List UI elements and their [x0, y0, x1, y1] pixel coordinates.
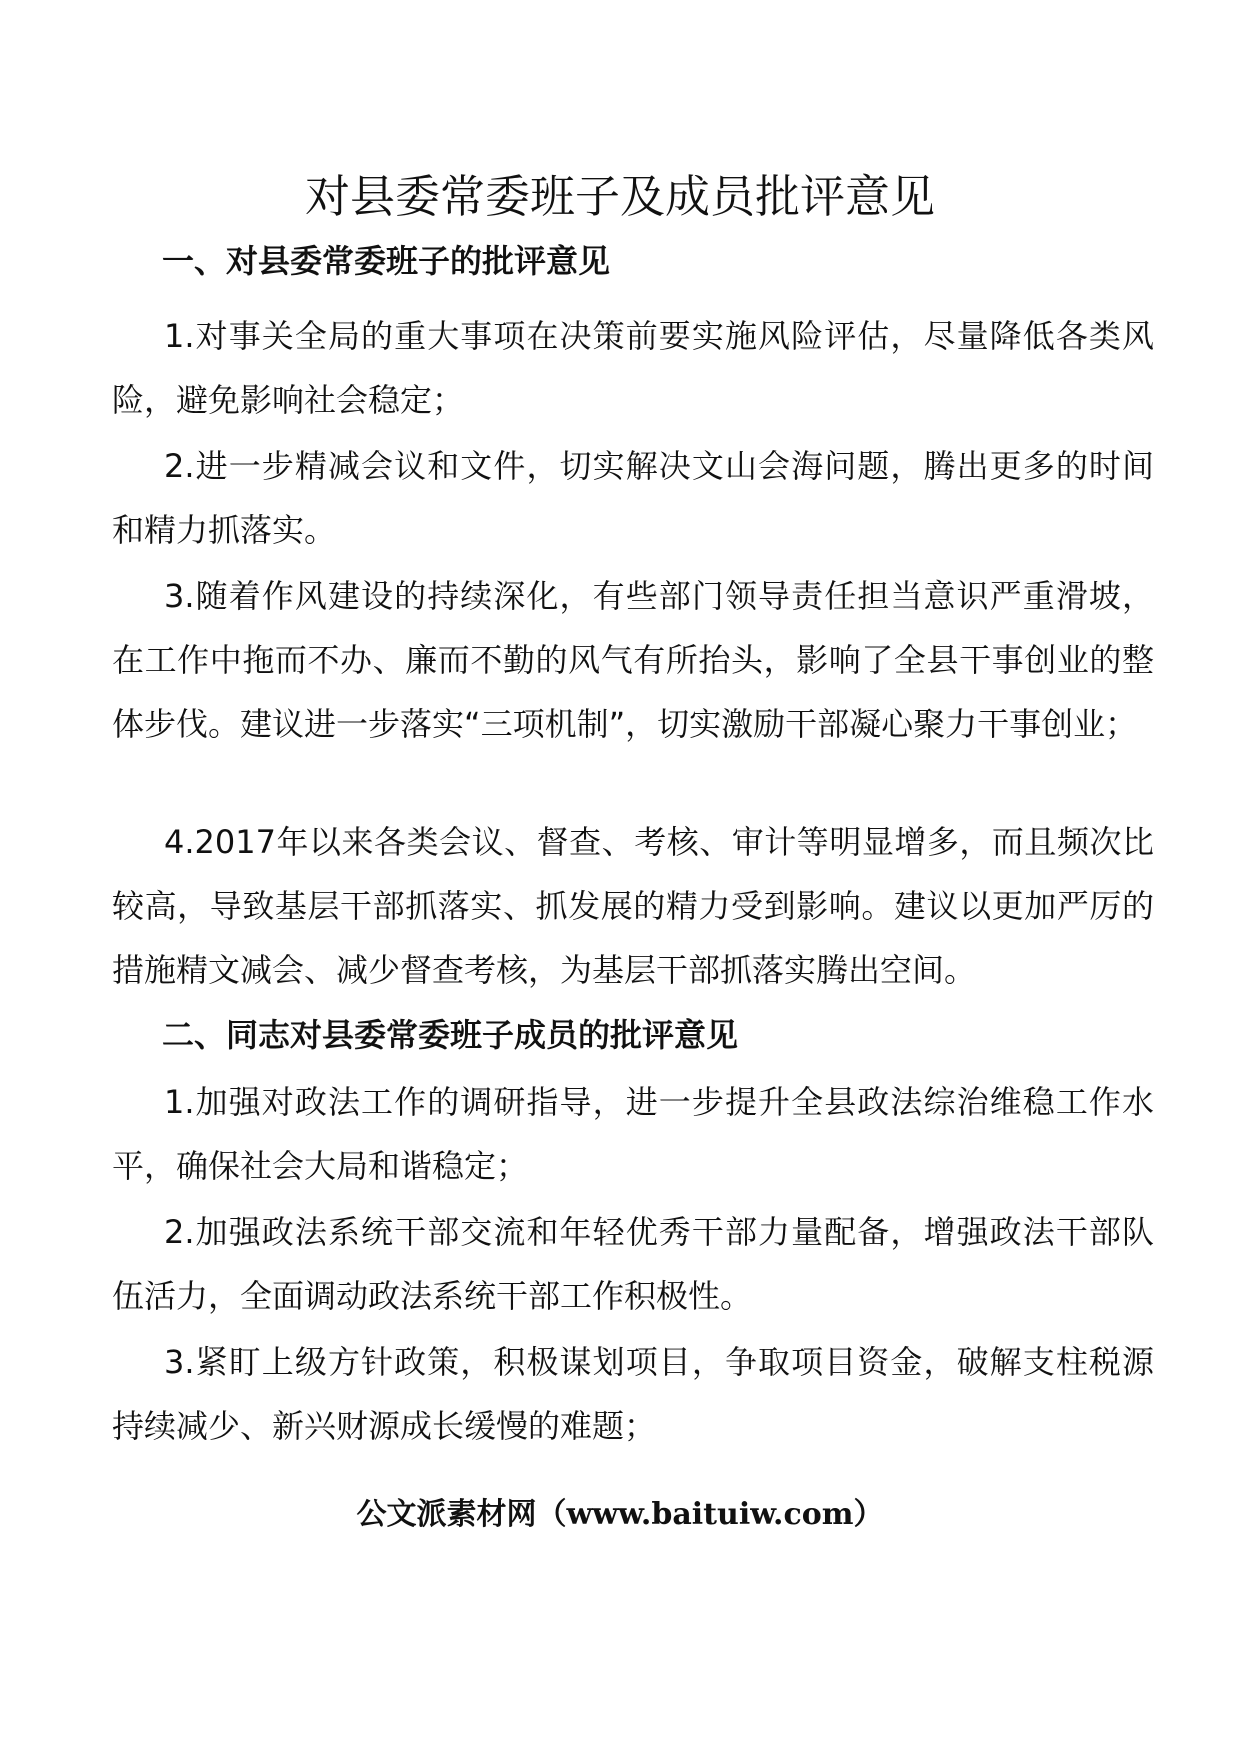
footer-watermark-text: 公文派素材网（www.baituiw.com） [356, 1497, 884, 1532]
document-title: 对县委常委班子及成员批评意见 [304, 170, 935, 223]
section-1-item-2: 2.进一步精减会议和文件，切实解决文山会海问题，腾出更多的时间和精力抓落实。 [112, 447, 1154, 549]
section-2-item-2: 2.加强政法系统干部交流和年轻优秀干部力量配备，增强政法干部队伍活力，全面调动政法系统干部工作积极性。 [112, 1213, 1154, 1315]
section-1-item-1: 1.对事关全局的重大事项在决策前要实施风险评估，尽量降低各类风险，避免影响社会稳定； [112, 317, 1154, 419]
section-1-heading: 一、对县委常委班子的批评意见 [162, 242, 611, 280]
section-2-item-1: 1.加强对政法工作的调研指导，进一步提升全县政法综治维稳工作水平，确保社会大局和谐稳定； [112, 1083, 1154, 1185]
section-1-item-3: 3.随着作风建设的持续深化，有些部门领导责任担当意识严重滑坡，在工作中拖而不办、廉而不勤的风气有所抬头，影响了全县干事创业的整体步伐。建议进一步落实“三项机制”，切实激励干部凝心聚力干事创业； [112, 577, 1154, 743]
section-2-heading: 二、同志对县委常委班子成员的批评意见 [162, 1016, 739, 1054]
section-1-item-4: 4.2017年以来各类会议、督查、考核、审计等明显增多，而且频次比较高，导致基层干部抓落实、抓发展的精力受到影响。建议以更加严厉的措施精文减会、减少督查考核，为基层干部抓落实腾出空间。 [112, 823, 1154, 989]
section-2-item-3: 3.紧盯上级方针政策，积极谋划项目，争取项目资金，破解支柱税源持续减少、新兴财源成长缓慢的难题； [112, 1343, 1154, 1445]
